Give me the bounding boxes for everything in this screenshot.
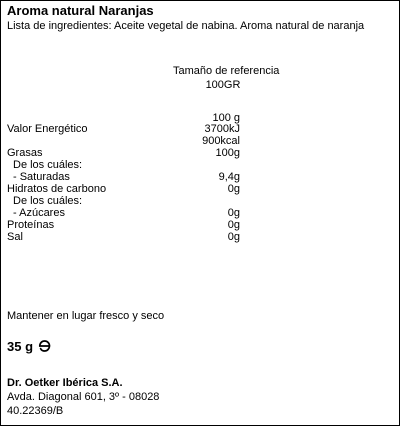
- nutrient-label: - Saturadas: [13, 171, 70, 183]
- energy-kj: 3700kJ: [204, 123, 240, 135]
- e-mark-icon: [38, 339, 51, 353]
- energy-label: Valor Energético: [7, 123, 88, 135]
- nutrient-value: 100g: [215, 147, 240, 159]
- net-weight: 35 g: [7, 339, 34, 354]
- nutrient-label: De los cuáles:: [13, 159, 83, 171]
- nutrient-label: De los cuáles:: [13, 195, 83, 207]
- nutrient-label: Proteínas: [7, 219, 55, 231]
- nutrient-label: Sal: [7, 231, 23, 243]
- nutrient-label: Grasas: [7, 147, 43, 159]
- reference-size-unit: 100GR: [205, 79, 241, 91]
- energy-kcal: 900kcal: [202, 135, 240, 147]
- reference-size-header: Tamaño de referencia: [173, 65, 280, 77]
- nutrient-value: 9,4g: [218, 171, 240, 183]
- nutrient-label: - Azúcares: [13, 207, 65, 219]
- nutrient-label: Hidratos de carbono: [7, 183, 107, 195]
- ingredients-list: Lista de ingredientes: Aceite vegetal de nabina. Aroma natural de naranja: [7, 20, 365, 32]
- column-amount: 100 g: [212, 112, 240, 124]
- company-name: Dr. Oetker Ibérica S.A.: [7, 377, 123, 389]
- nutrient-value: 0g: [227, 207, 240, 219]
- product-code: 40.22369/B: [7, 405, 64, 417]
- product-title: Aroma natural Naranjas: [7, 3, 154, 18]
- nutrient-value: 0g: [227, 231, 240, 243]
- company-address: Avda. Diagonal 601, 3º - 08028: [7, 391, 160, 403]
- nutrient-value: 0g: [227, 219, 240, 231]
- nutrient-value: 0g: [227, 183, 240, 195]
- storage-instructions: Mantener en lugar fresco y seco: [7, 310, 165, 322]
